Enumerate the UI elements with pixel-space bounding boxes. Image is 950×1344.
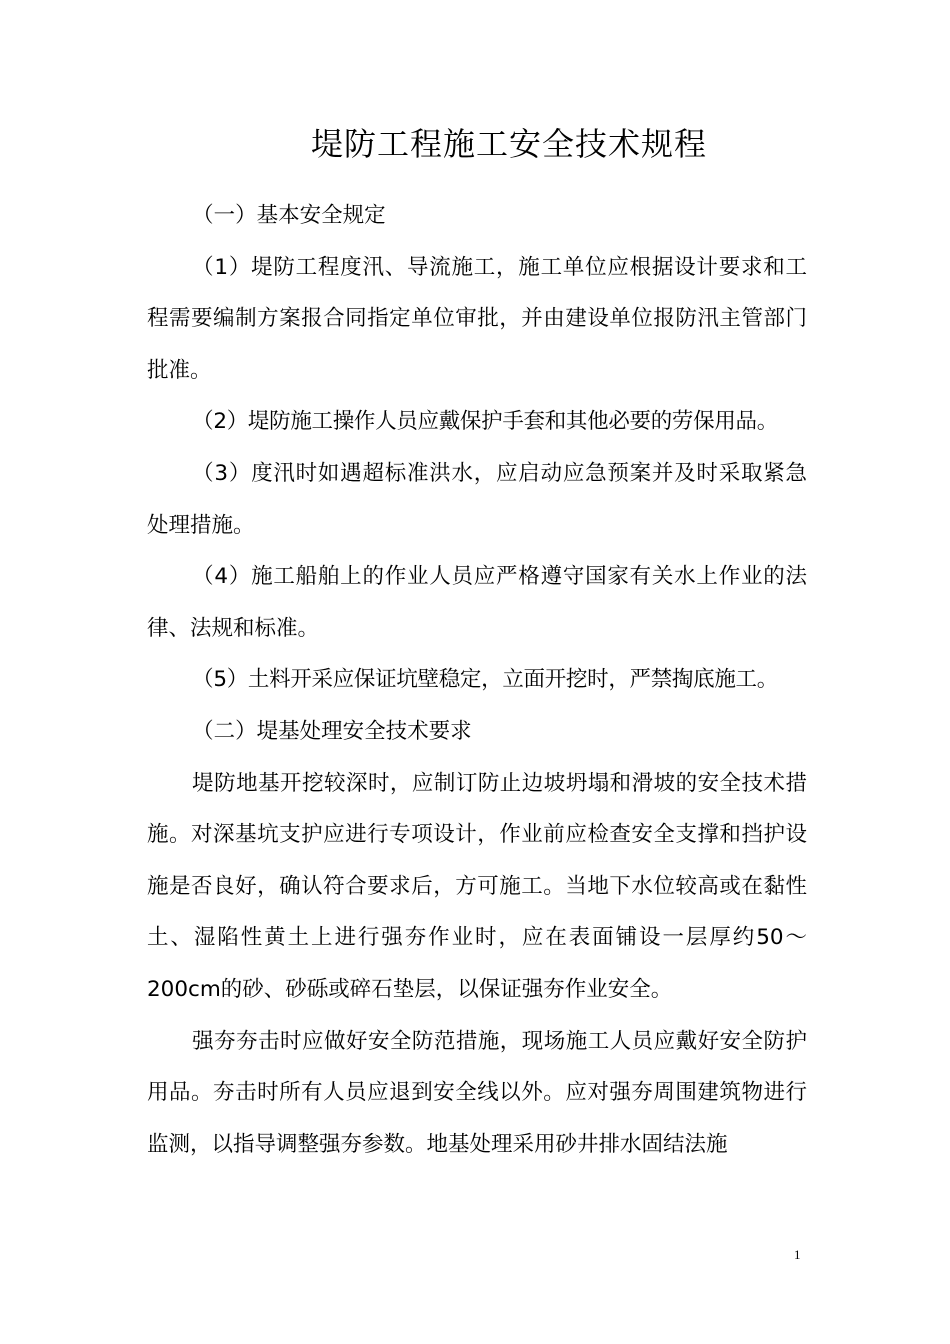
section-heading-basic-safety: （一）基本安全规定 [192, 203, 386, 228]
paragraph-item-4: （4）施工船舶上的作业人员应严格遵守国家有关水上作业的法律、法规和标准。 [147, 564, 807, 641]
document-body [147, 190, 807, 1170]
paragraph-item-5: （5）土料开采应保证坑壁稳定，立面开挖时，严禁掏底施工。 [192, 667, 778, 693]
section-heading-foundation: （二）堤基处理安全技术要求 [192, 718, 472, 744]
page-number: 1 [794, 1247, 801, 1262]
paragraph-item-3: （3）度汛时如遇超标准洪水，应启动应急预案并及时采取紧急处理措施。 [147, 460, 807, 538]
paragraph-item-1: （1）堤防工程度汛、导流施工，施工单位应根据设计要求和工程需要编制方案报合同指定单位审批，并由建设单位报防汛主管部门批准。 [147, 254, 807, 383]
paragraph-dynamic-compaction: 强夯夯击时应做好安全防范措施，现场施工人员应戴好安全防护用品。夯击时所有人员应退到安全线以外。应对强夯周围建筑物进行监测，以指导调整强夯参数。地基处理采用砂井排水固结法施 [147, 1028, 807, 1157]
document-title: 堤防工程施工安全技术规程 [310, 125, 707, 163]
paragraph-foundation-excavation: 堤防地基开挖较深时，应制订防止边坡坍塌和滑坡的安全技术措施。对深基坑支护应进行专项设计，作业前应检查安全支撑和挡护设施是否良好，确认符合要求后，方可施工。当地下水位较高或在黏性土、湿陷性黄土上进行强夯作业时，应在表面铺设一层厚约50～200cm的砂、砂砾或碎石垫层，以保证强夯作业安全。 [147, 770, 807, 1002]
paragraph-item-2: （2）堤防施工操作人员应戴保护手套和其他必要的劳保用品。 [192, 409, 778, 435]
